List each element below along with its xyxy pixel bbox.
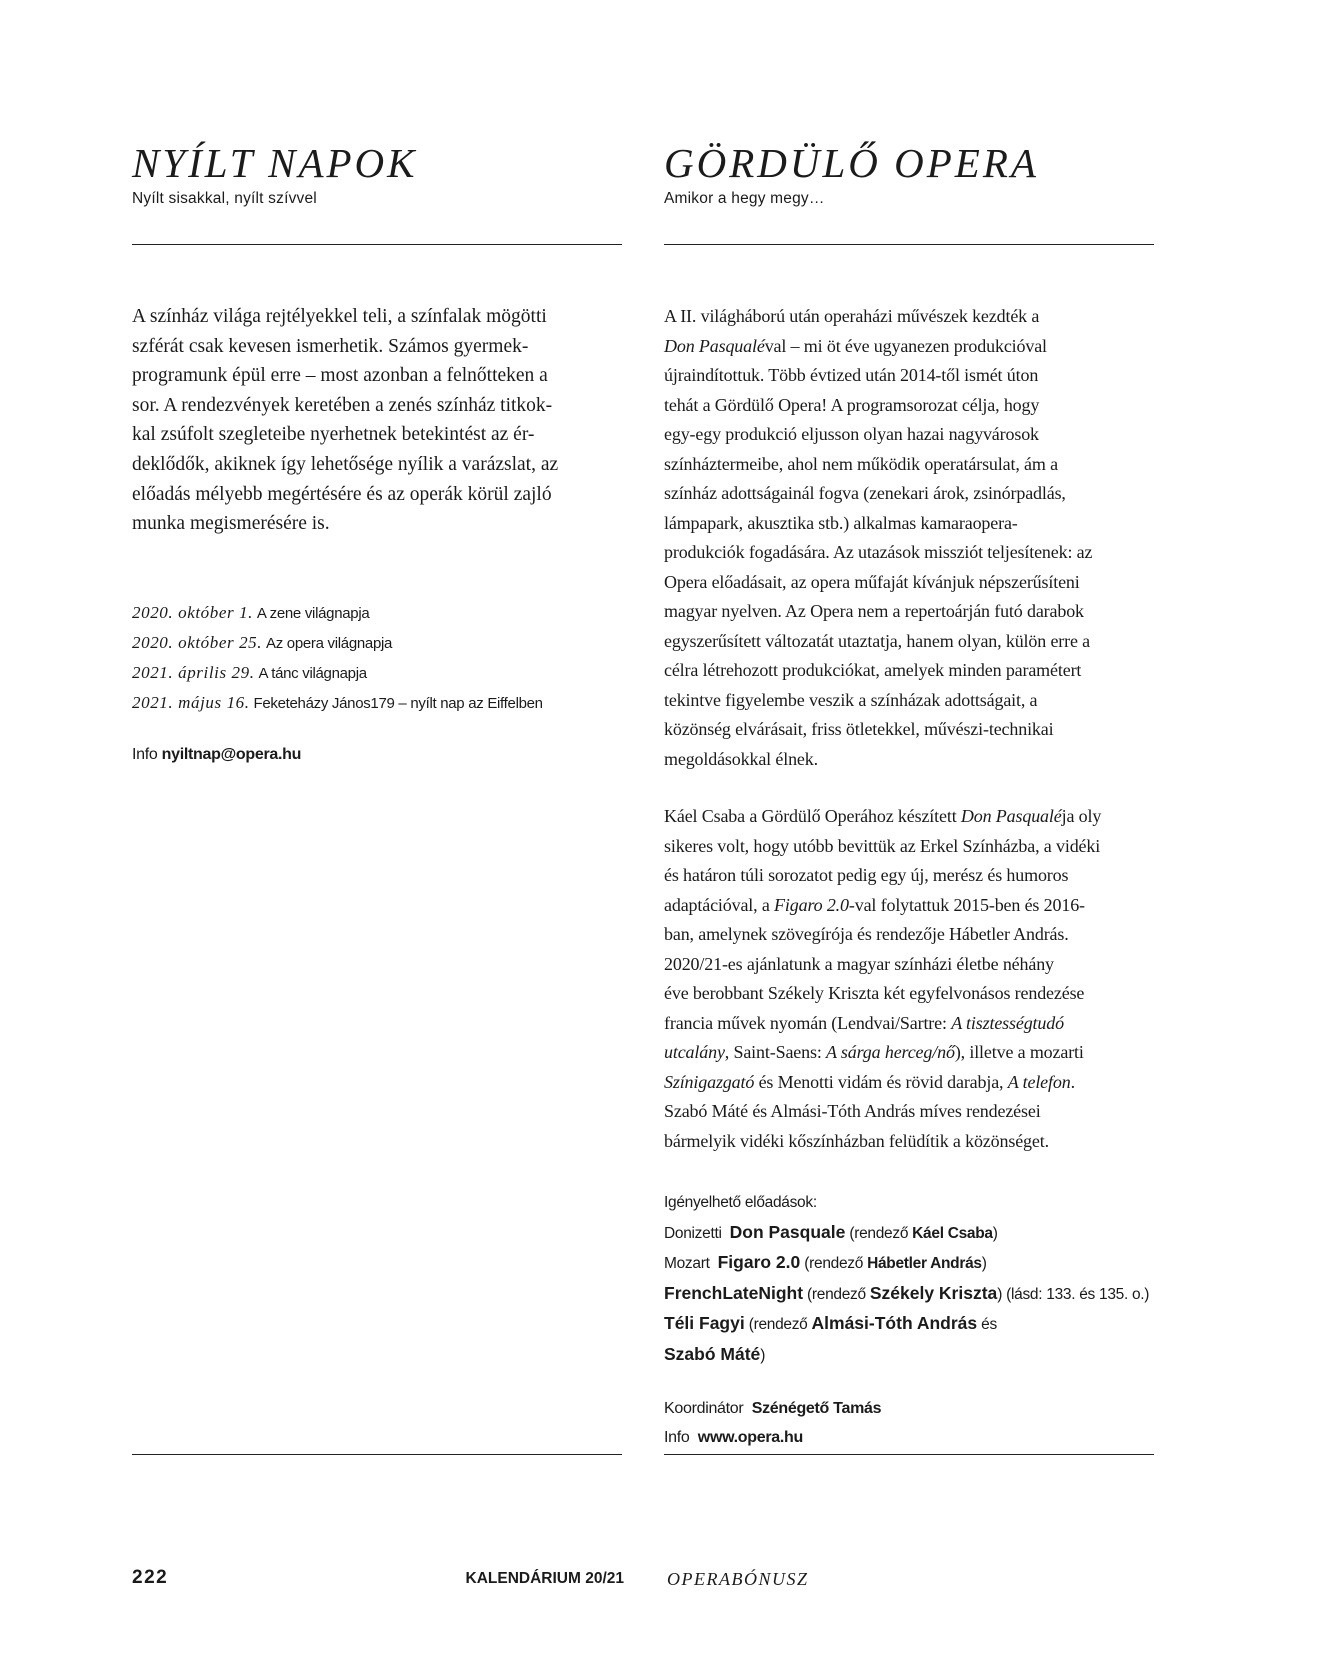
header-divider — [132, 244, 622, 245]
text-line: tehát a Gördülő Opera! A programsorozat célja, hogy — [664, 394, 1040, 415]
text-line: célra létrehozott produkciókat, amelyek minden paramétert — [664, 660, 1082, 680]
director-suffix: ) — [760, 1346, 766, 1364]
performance-item — [664, 1279, 1164, 1310]
body-line: A színház világa rejtélyekkel teli, a színfalak mögötti — [132, 306, 547, 327]
right-header — [664, 140, 1154, 208]
contact-block — [664, 1394, 1154, 1452]
page-number: 222 — [132, 1567, 169, 1588]
performance-item — [664, 1340, 1164, 1371]
text-line: közönség elvárásait, friss ötletekkel, művészi-technikai — [664, 719, 1054, 739]
work-title: A sárga herceg/nő — [826, 1042, 955, 1062]
text-line: színház adottságainál fogva (zenekari árok, zsinórpadlás, — [664, 483, 1066, 503]
event-list — [132, 598, 622, 718]
text-line: színháztermeibe, ahol nem működik operatársulat, ám a — [664, 453, 1058, 474]
info-label: Info — [664, 1429, 690, 1446]
header-divider — [664, 244, 1154, 245]
director: Szabó Máté — [664, 1343, 761, 1364]
work-title: Don Pasqualé — [960, 806, 1062, 826]
director-prefix: (rendező — [845, 1224, 913, 1242]
text-line: francia művek nyomán (Lendvai/Sartre: — [664, 1012, 952, 1033]
production-title: Figaro 2.0 — [717, 1252, 801, 1272]
text-line: val – mi öt éve ugyanezen produkcióval — [764, 335, 1047, 356]
performance-item — [664, 1248, 1164, 1279]
section-subtitle: Nyílt sisakkal, nyílt szívvel — [132, 190, 317, 207]
text-line: Szabó Máté és Almási-Tóth András míves rendezései — [664, 1101, 1041, 1121]
coordinator-name: Szénégető Tamás — [751, 1400, 882, 1417]
text-line: egyszerűsített változatát utaztatja, hanem olyan, külön erre a — [664, 630, 1091, 651]
text-line: ), illetve a mozarti — [954, 1042, 1084, 1062]
right-body-text — [664, 302, 1154, 1156]
event-item — [132, 598, 622, 628]
event-date: 2020. október 25. — [132, 633, 263, 652]
footer-divider — [664, 1454, 1154, 1455]
director-suffix: ) — [992, 1224, 998, 1242]
text-line: és Menotti vidám és rövid darabja, — [754, 1071, 1008, 1092]
text-line: ja oly — [1061, 806, 1102, 826]
conjunction: és — [977, 1316, 997, 1333]
director-prefix: (rendező — [800, 1255, 868, 1272]
text-line: produkciók fogadására. Az utazások missziót teljesítenek: az — [664, 542, 1093, 562]
body-line: kal zsúfolt szegleteibe nyerhetnek betekintést az ér- — [132, 424, 535, 446]
paragraph — [664, 802, 1154, 1156]
work-title: Színigazgató — [664, 1071, 755, 1092]
section-title: GÖRDÜLŐ OPERA — [664, 140, 1039, 186]
text-line: 2020/21-es ajánlatunk a magyar színházi életbe néhány — [664, 953, 1054, 974]
text-line: . — [1070, 1071, 1075, 1092]
text-line: bármelyik vidéki kőszínházban felüdítik a közönséget. — [664, 1130, 1049, 1151]
text-line: megoldásokkal élnek. — [664, 748, 818, 769]
text-line: Káel Csaba a Gördülő Operához készített — [664, 806, 961, 826]
coordinator-label: Koordinátor — [664, 1400, 744, 1417]
info-email-link[interactable]: nyiltnap@opera.hu — [161, 746, 302, 763]
director: Székely Kriszta — [869, 1282, 998, 1303]
event-text: A tánc világnapja — [258, 665, 367, 682]
section-title: NYÍLT NAPOK — [132, 140, 418, 186]
left-body-text — [132, 302, 622, 539]
section-name: OPERABÓNUSZ — [667, 1569, 809, 1589]
event-text: A zene világnapja — [256, 605, 370, 622]
work-title: Figaro 2.0 — [774, 894, 849, 915]
text-line: egy-egy produkció eljusson olyan hazai nagyvárosok — [664, 424, 1039, 444]
director-suffix: ) (lásd: 133. és 135. o.) — [997, 1285, 1150, 1303]
event-date: 2020. október 1. — [132, 603, 254, 622]
work-title: Don Pasqualé — [664, 335, 765, 356]
event-date: 2021. május 16. — [132, 693, 250, 712]
performance-item — [664, 1218, 1164, 1249]
text-line: Opera előadásait, az opera műfaját kívánjuk népszerűsíteni — [664, 571, 1080, 592]
info-label: Info — [132, 746, 158, 763]
info-line — [664, 1423, 1154, 1452]
text-line: adaptációval, a — [664, 894, 775, 915]
work-title: utcalány — [664, 1042, 725, 1062]
performance-heading: Igényelhető előadások: — [664, 1194, 817, 1211]
text-line: lámpapark, akusztika stb.) alkalmas kamaraopera- — [664, 512, 1018, 533]
work-title: A tisztességtudó — [951, 1012, 1064, 1033]
body-line: deklődők, akiknek így lehetősége nyílik a varázslat, az — [132, 453, 559, 475]
body-line: munka megismerésére is. — [132, 513, 330, 535]
director: Hábetler András — [867, 1255, 982, 1272]
body-line: sor. A rendezvények keretében a zenés színház titkok- — [132, 394, 553, 416]
info-line — [132, 746, 301, 764]
text-line: ban, amelynek szövegírója és rendezője Hábetler András. — [664, 924, 1069, 944]
event-text: Feketeházy János179 – nyílt nap az Eiffelben — [253, 695, 543, 712]
director-prefix: (rendező — [803, 1285, 870, 1303]
text-line: tekintve figyelembe veszik a színházak adottságait, a — [664, 689, 1038, 710]
work-title: A telefon — [1007, 1071, 1071, 1092]
text-line: -val folytattuk 2015-ben és 2016- — [848, 894, 1085, 915]
publication-name: KALENDÁRIUM 20/21 — [465, 1570, 624, 1587]
composer: Mozart — [664, 1255, 710, 1272]
director-prefix: (rendező — [744, 1316, 812, 1333]
performance-list — [664, 1188, 1164, 1370]
event-item — [132, 628, 622, 658]
event-date: 2021. április 29. — [132, 663, 255, 682]
section-subtitle: Amikor a hegy megy… — [664, 190, 825, 207]
footer-divider — [132, 1454, 622, 1455]
text-line: és határon túli sorozatot pedig egy új, merész és humoros — [664, 865, 1069, 885]
website-link[interactable]: www.opera.hu — [697, 1429, 803, 1446]
director: Almási-Tóth András — [811, 1313, 978, 1333]
performance-item — [664, 1309, 1164, 1340]
text-line: A II. világháború után operaházi művészek kezdték a — [664, 306, 1040, 326]
director: Káel Csaba — [912, 1224, 993, 1242]
text-line: , Saint-Saens: — [724, 1042, 827, 1062]
director-suffix: ) — [981, 1255, 987, 1272]
text-line: éve berobbant Székely Kriszta két egyfelvonásos rendezése — [664, 983, 1085, 1003]
text-line: sikeres volt, hogy utóbb bevittük az Erkel Színházba, a vidéki — [664, 835, 1101, 856]
text-line: magyar nyelven. Az Opera nem a repertoárján futó darabok — [664, 601, 1084, 621]
event-item — [132, 658, 622, 688]
composer: Donizetti — [664, 1224, 722, 1242]
body-line: előadás mélyebb megértésére és az operák körül zajló — [132, 483, 552, 505]
left-header — [132, 140, 622, 208]
event-item — [132, 688, 622, 718]
text-line: újraindítottuk. Több évtized után 2014-től ismét úton — [664, 365, 1039, 385]
body-line: programunk épül erre – most azonban a felnőtteken a — [132, 365, 548, 387]
paragraph — [664, 302, 1154, 774]
production-title: Téli Fagyi — [664, 1313, 745, 1333]
coordinator-line — [664, 1394, 1154, 1423]
production-title: FrenchLateNight — [664, 1282, 804, 1303]
production-title: Don Pasquale — [729, 1221, 846, 1242]
event-text: Az opera világnapja — [266, 635, 393, 652]
body-line: szférát csak kevesen ismerhetik. Számos gyermek- — [132, 335, 529, 357]
